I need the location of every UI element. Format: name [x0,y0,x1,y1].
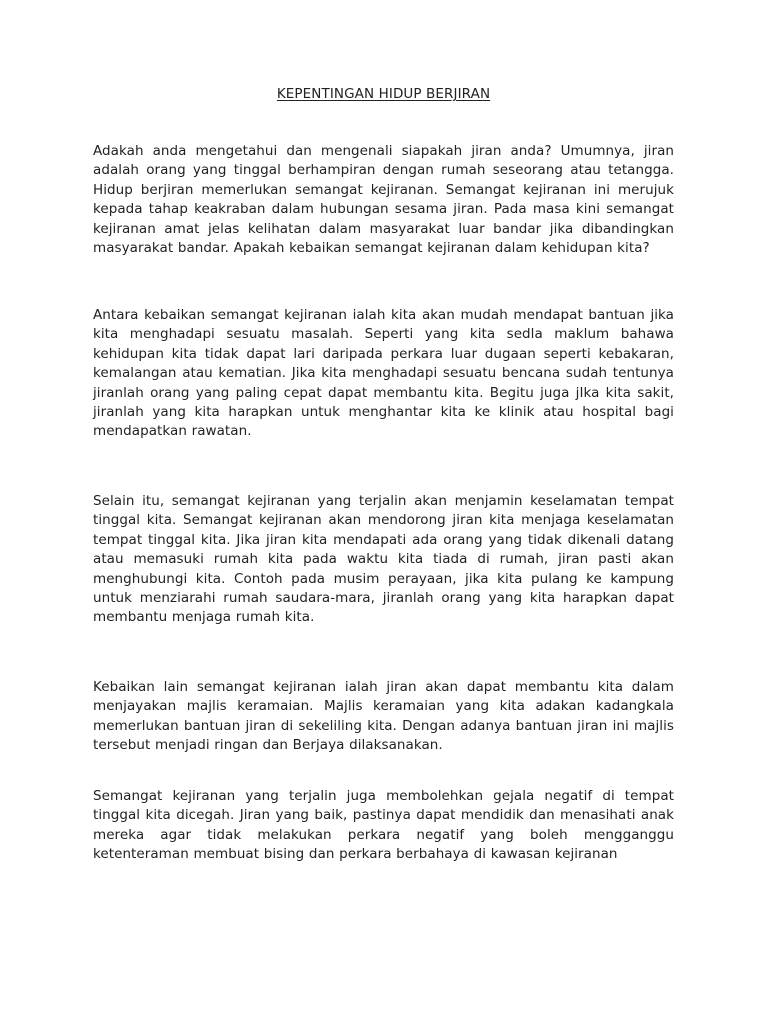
paragraph-mutual-help: Antara kebaikan semangat kejiranan ialah kita akan mudah mendapat bantuan jika kita menghadapi sesuatu masalah. Seperti yang kita sedla maklum bahawa kehidupan kita tidak dapat lari daripada perkara luar dugaan seperti kebakaran, kemalangan atau kematian. Jika kita menghadapi sesuatu bencana sudah tentunya jiranlah orang yang paling cepat dapat membantu kita. Begitu juga jIka kita sakit, jiranlah yang kita harapkan untuk menghantar kita ke klinik atau hospital bagi mendapatkan rawatan. [93,307,674,440]
paragraph-introduction: Adakah anda mengetahui dan mengenali siapakah jiran anda? Umumnya, jiran adalah orang yang tinggal berhampiran dengan rumah seseorang atau tetangga. Hidup berjiran memerlukan semangat kejiranan. Semangat kejiranan ini merujuk kepada tahap keakraban dalam hubungan sesama jiran. Pada masa kini semangat kejiranan amat jelas kelihatan dalam masyarakat luar bandar jika dibandingkan masyarakat bandar. Apakah kebaikan semangat kejiranan dalam kehidupan kita? [93,143,674,257]
document-page [93,0,674,1024]
paragraph-preventing-negativity: Semangat kejiranan yang terjalin juga membolehkan gejala negatif di tempat tinggal kita dicegah. Jiran yang baik, pastinya dapat mendidik dan menasihati anak mereka agar tidak melakukan perkara negatif yang boleh mengganggu ketenteraman membuat bising dan perkara berbahaya di kawasan kejiranan [93,788,674,863]
paragraph-home-security: Selain itu, semangat kejiranan yang terjalin akan menjamin keselamatan tempat tinggal kita. Semangat kejiranan akan mendorong jiran kita menjaga keselamatan tempat tinggal kita. Jika jiran kita mendapati ada orang yang tidak dikenali datang atau memasuki rumah kita pada waktu kita tiada di rumah, jiran pasti akan menghubungi kita. Contoh pada musim perayaan, jika kita pulang ke kampung untuk menziarahi rumah saudara-mara, jiranlah orang yang kita harapkan dapat membantu menjaga rumah kita. [93,493,674,626]
document-title: KEPENTINGAN HIDUP BERJIRAN [276,86,491,102]
paragraph-community-events: Kebaikan lain semangat kejiranan ialah jiran akan dapat membantu kita dalam menjayakan majlis keramaian. Majlis keramaian yang kita adakan kadangkala memerlukan bantuan jiran di sekeliling kita. Dengan adanya bantuan jiran ini majlis tersebut menjadi ringan dan Berjaya dilaksanakan. [93,679,674,754]
